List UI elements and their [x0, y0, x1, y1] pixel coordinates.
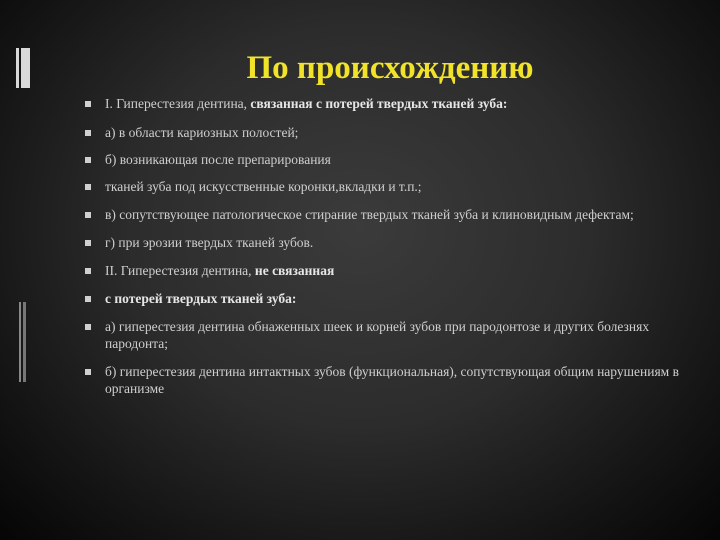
item-text: б) гиперестезия дентина интактных зубов (функциональная), сопутствующая общим нарушениям в организме [105, 364, 679, 396]
decorative-bar [19, 302, 21, 382]
bullet-list [85, 95, 685, 397]
item-text: а) гиперестезия дентина обнаженных шеек и корней зубов при пародонтозе и других болезнях пародонта; [105, 319, 650, 351]
list-item [85, 151, 685, 168]
item-text: тканей зуба под искусственные коронки,вкладки и т.п.; [105, 179, 422, 194]
list-item [85, 95, 685, 112]
list-item [85, 262, 685, 279]
list-item [85, 290, 685, 307]
square-bullet-icon [85, 212, 91, 218]
slide-title: По происхождению [246, 50, 534, 86]
square-bullet-icon [85, 324, 91, 330]
decorative-bar [23, 302, 26, 382]
square-bullet-icon [85, 101, 91, 107]
item-text: а) в области кариозных полостей; [105, 125, 299, 140]
item-text-bold: с потерей твердых тканей зуба: [105, 291, 297, 306]
square-bullet-icon [85, 240, 91, 246]
item-text-bold: связанная с потерей твердых тканей зуба: [250, 96, 508, 111]
item-text-bold: не связанная [254, 263, 335, 278]
list-item [85, 178, 685, 195]
square-bullet-icon [85, 130, 91, 136]
list-item [85, 363, 685, 397]
list-item [85, 206, 685, 223]
square-bullet-icon [85, 268, 91, 274]
square-bullet-icon [85, 369, 91, 375]
square-bullet-icon [85, 157, 91, 163]
item-text: II. Гиперестезия дентина, [105, 263, 255, 278]
item-text: I. Гиперестезия дентина, [105, 96, 251, 111]
square-bullet-icon [85, 296, 91, 302]
list-item [85, 234, 685, 251]
list-item [85, 318, 685, 352]
square-bullet-icon [85, 184, 91, 190]
list-item [85, 124, 685, 141]
item-text: в) сопутствующее патологическое стирание твердых тканей зуба и клиновидным дефектам; [105, 207, 634, 222]
item-text: б) возникающая после препарирования [105, 152, 331, 167]
item-text: г) при эрозии твердых тканей зубов. [105, 235, 314, 250]
